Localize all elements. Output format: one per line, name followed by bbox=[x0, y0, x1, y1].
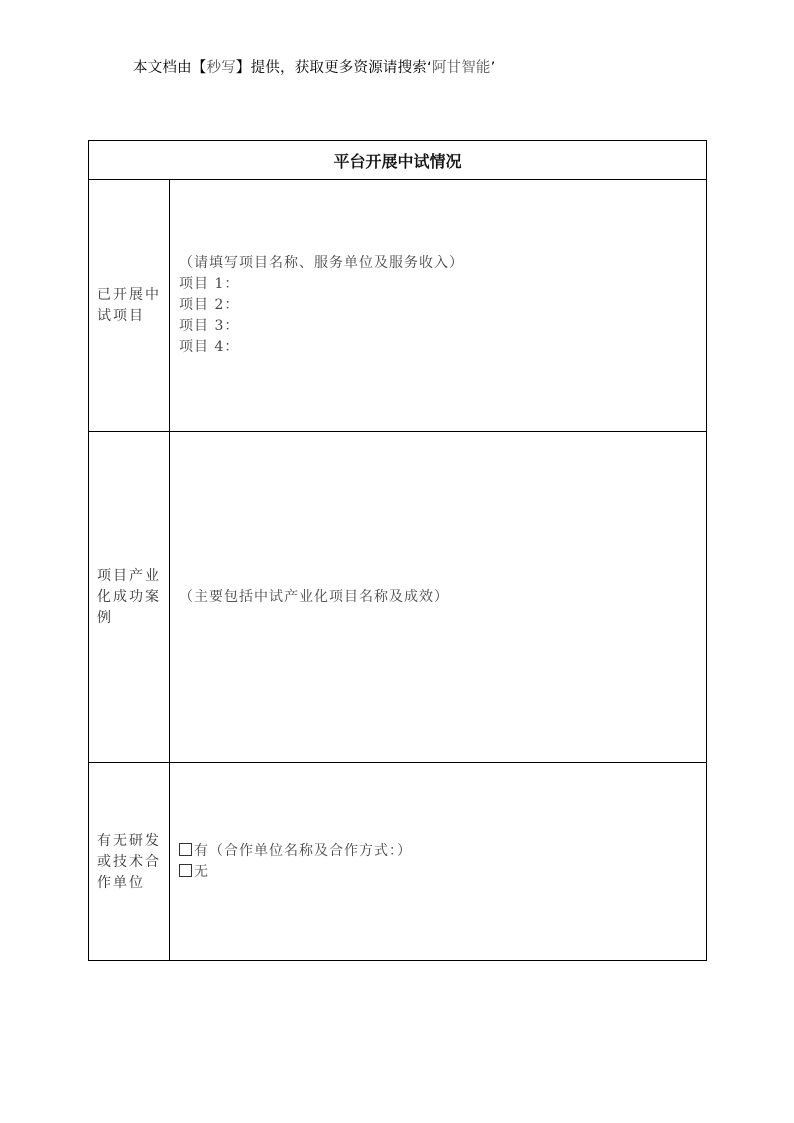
option-yes[interactable] bbox=[179, 841, 697, 862]
instruction-text: （请填写项目名称、服务单位及服务收入） bbox=[179, 255, 464, 271]
table-title: 平台开展中试情况 bbox=[89, 141, 706, 180]
row-content-industrialization-cases[interactable] bbox=[170, 432, 706, 762]
table-row-industrialization-cases bbox=[89, 432, 706, 763]
checkbox-no[interactable] bbox=[179, 864, 192, 877]
header-note bbox=[133, 56, 495, 77]
row-content-cooperation-units bbox=[170, 763, 706, 961]
row-label-pilot-projects: 已开展中试项目 bbox=[89, 180, 170, 431]
table-row-cooperation-units bbox=[89, 763, 706, 961]
table-row-pilot-projects bbox=[89, 180, 706, 432]
form-table bbox=[88, 140, 707, 961]
row-content-pilot-projects[interactable] bbox=[170, 180, 706, 431]
project-3-line: 项目 3： bbox=[179, 318, 240, 334]
header-note-prefix: 本文档由【 bbox=[133, 60, 207, 76]
header-note-search-term: 阿甘智能 bbox=[431, 60, 491, 76]
header-note-suffix: ’ bbox=[490, 60, 496, 76]
option-no[interactable] bbox=[179, 862, 697, 883]
option-no-label: 无 bbox=[194, 864, 209, 880]
row-label-cooperation-units: 有无研发或技术合作单位 bbox=[89, 763, 170, 961]
project-1-line: 项目 1： bbox=[179, 276, 240, 292]
instruction-text: （主要包括中试产业化项目名称及成效） bbox=[179, 588, 449, 605]
project-2-line: 项目 2： bbox=[179, 297, 240, 313]
header-note-middle: 】提供，获取更多资源请搜索‘ bbox=[235, 60, 432, 76]
option-yes-label: 有（合作单位名称及合作方式：） bbox=[194, 843, 412, 859]
project-4-line: 项目 4： bbox=[179, 339, 240, 355]
header-note-brand: 秒写 bbox=[206, 60, 236, 76]
checkbox-yes[interactable] bbox=[179, 843, 192, 856]
row-label-industrialization-cases: 项目产业化成功案例 bbox=[89, 432, 170, 762]
